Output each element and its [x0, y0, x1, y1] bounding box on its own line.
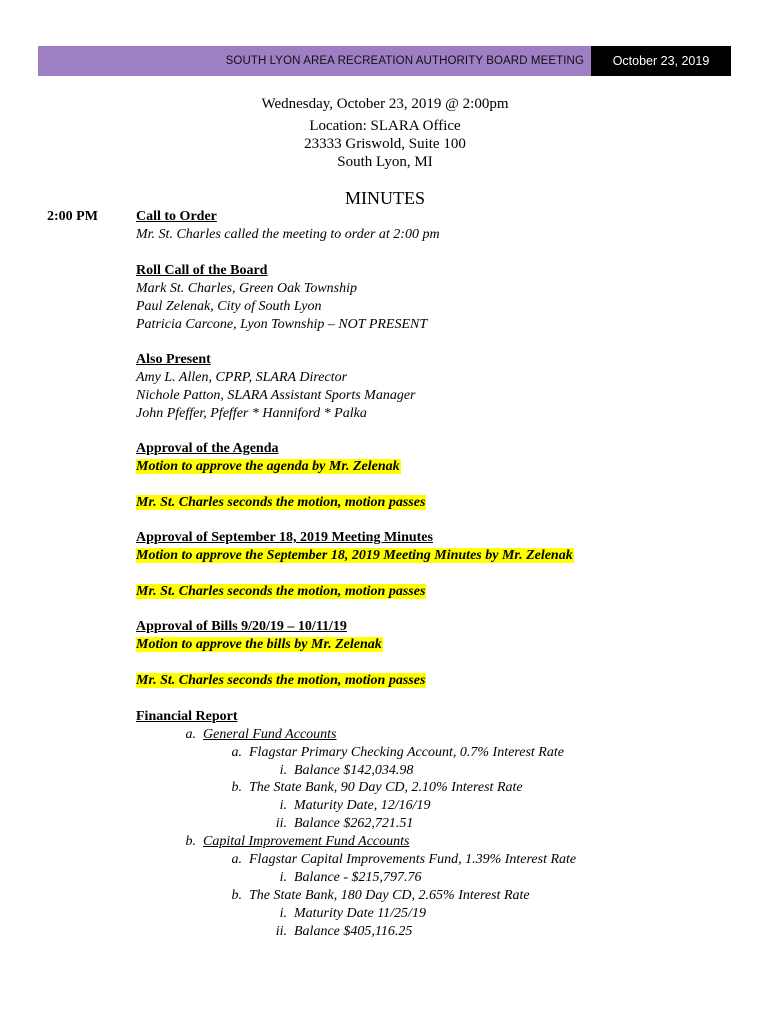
roll-call-member: Mark St. Charles, Green Oak Township: [136, 281, 358, 296]
motion-text: Motion to approve the bills by Mr. Zelenak: [136, 637, 382, 652]
detail-text: Balance $262,721.51: [294, 816, 414, 831]
account-item: [228, 744, 564, 762]
list-marker: b.: [185, 834, 196, 849]
call-to-order-text: Mr. St. Charles called the meeting to order at 2:00 pm: [136, 227, 440, 242]
list-marker: ii.: [275, 924, 287, 939]
detail-text: Balance $405,116.25: [294, 924, 413, 939]
bills-heading: Approval of Bills 9/20/19 – 10/11/19: [136, 619, 347, 634]
account-text: The State Bank, 90 Day CD, 2.10% Interest Rate: [249, 780, 523, 795]
bills-second: [136, 672, 426, 690]
list-marker: i.: [279, 906, 287, 921]
account-text: Flagstar Primary Checking Account, 0.7% Interest Rate: [249, 745, 564, 760]
account-item: [228, 851, 576, 869]
also-present-person: Amy L. Allen, CPRP, SLARA Director: [136, 370, 348, 385]
account-item: [228, 779, 523, 797]
motion-text: Motion to approve the September 18, 2019 Meeting Minutes by Mr. Zelenak: [136, 548, 573, 563]
account-detail: [268, 797, 431, 815]
banner-title: SOUTH LYON AREA RECREATION AUTHORITY BOARD MEETING: [38, 46, 591, 76]
second-text: Mr. St. Charles seconds the motion, motion passes: [136, 495, 426, 510]
agenda-second: [136, 494, 426, 512]
list-marker: i.: [279, 763, 287, 778]
agenda-time: 2:00 PM: [47, 209, 98, 224]
list-marker: a.: [231, 852, 242, 867]
motion-text: Motion to approve the agenda by Mr. Zelenak: [136, 459, 400, 474]
account-detail: [268, 815, 413, 833]
roll-call-member: Paul Zelenak, City of South Lyon: [136, 299, 322, 314]
minutes-approval-motion: [136, 547, 574, 565]
detail-text: Maturity Date, 12/16/19: [294, 798, 431, 813]
also-present-heading: Also Present: [136, 352, 211, 367]
minutes-approval-second: [136, 583, 426, 601]
account-detail: [268, 905, 426, 923]
bills-motion: [136, 636, 383, 654]
account-text: The State Bank, 180 Day CD, 2.65% Interest Rate: [249, 888, 530, 903]
minutes-approval-heading: Approval of September 18, 2019 Meeting Minutes: [136, 530, 433, 545]
agenda-motion: [136, 458, 401, 476]
second-text: Mr. St. Charles seconds the motion, motion passes: [136, 584, 426, 599]
capital-fund-title: Capital Improvement Fund Accounts: [203, 834, 410, 849]
meeting-datetime: Wednesday, October 23, 2019 @ 2:00pm: [261, 96, 509, 112]
capital-fund-heading: [180, 833, 409, 851]
detail-text: Balance - $215,797.76: [294, 870, 422, 885]
list-marker: ii.: [275, 816, 287, 831]
roll-call-heading: Roll Call of the Board: [136, 263, 268, 278]
list-marker: i.: [279, 798, 287, 813]
meeting-city: South Lyon, MI: [337, 154, 433, 170]
also-present-person: Nichole Patton, SLARA Assistant Sports Manager: [136, 388, 416, 403]
meeting-info: [0, 95, 770, 171]
roll-call-member: Patricia Carcone, Lyon Township – NOT PRESENT: [136, 317, 428, 332]
banner-date: October 23, 2019: [591, 46, 731, 76]
second-text: Mr. St. Charles seconds the motion, motion passes: [136, 673, 426, 688]
account-text: Flagstar Capital Improvements Fund, 1.39% Interest Rate: [249, 852, 577, 867]
account-item: [228, 887, 530, 905]
account-detail: [268, 923, 412, 941]
detail-text: Maturity Date 11/25/19: [294, 906, 426, 921]
also-present-person: John Pfeffer, Pfeffer * Hanniford * Palka: [136, 406, 367, 421]
list-marker: b.: [231, 780, 242, 795]
agenda-heading: Approval of the Agenda: [136, 441, 279, 456]
account-detail: [268, 762, 413, 780]
financial-report-heading: Financial Report: [136, 709, 238, 724]
meeting-location: Location: SLARA Office: [309, 118, 461, 134]
general-fund-title: General Fund Accounts: [203, 727, 337, 742]
list-marker: a.: [231, 745, 242, 760]
list-marker: i.: [279, 870, 287, 885]
list-marker: a.: [185, 727, 196, 742]
general-fund-heading: [180, 726, 337, 744]
header-banner: [38, 46, 731, 76]
call-to-order-heading: Call to Order: [136, 209, 217, 224]
document-title: MINUTES: [345, 188, 425, 208]
account-detail: [268, 869, 422, 887]
list-marker: b.: [231, 888, 242, 903]
detail-text: Balance $142,034.98: [294, 763, 414, 778]
meeting-address: 23333 Griswold, Suite 100: [304, 136, 466, 152]
